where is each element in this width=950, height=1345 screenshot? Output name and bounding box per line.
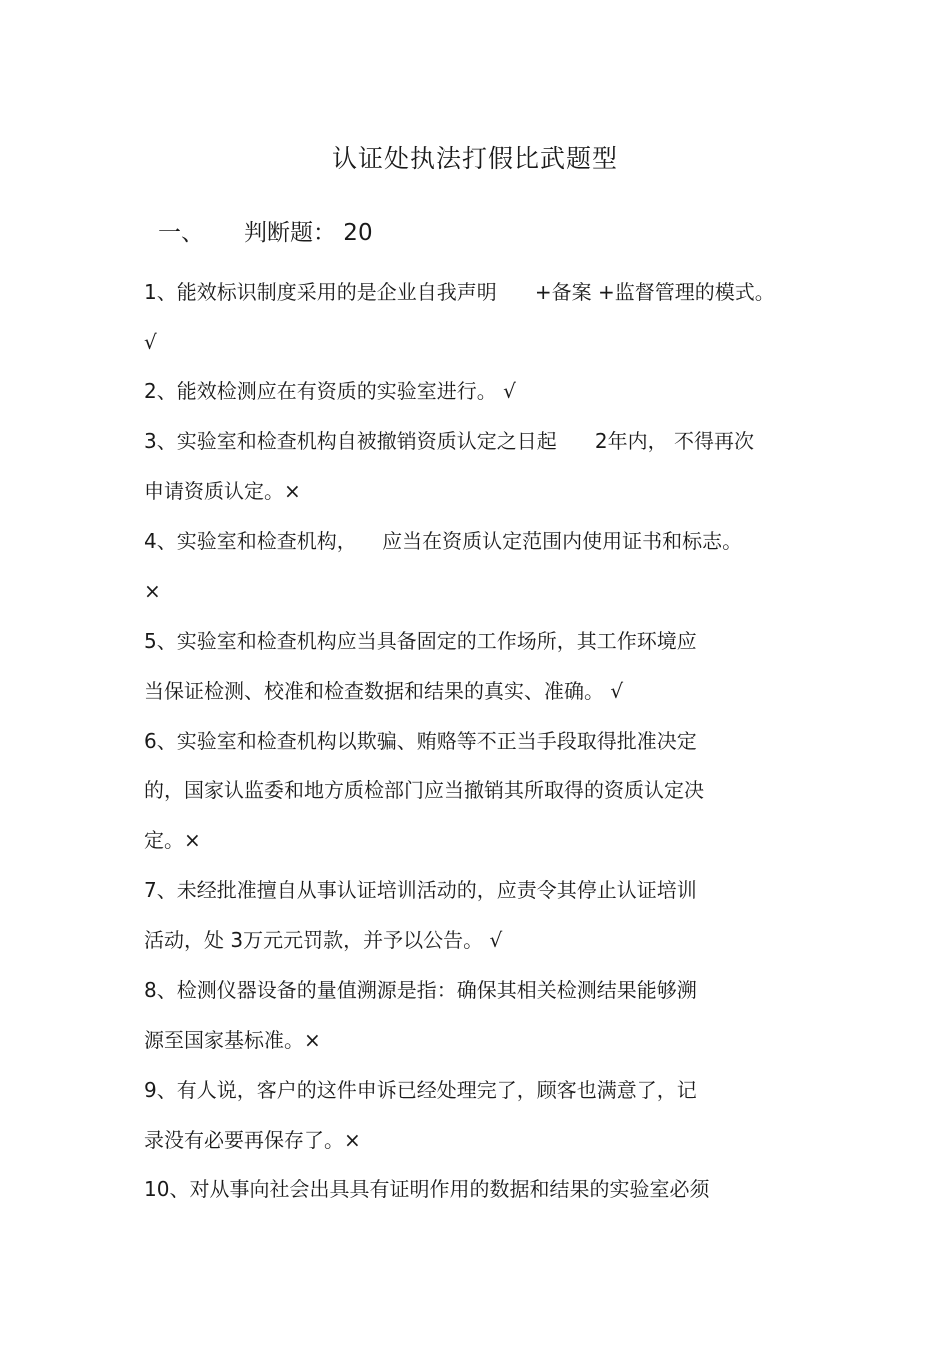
section-label: 判断题： 20 <box>244 220 373 246</box>
question-line: 7、未经批准擅自从事认证培训活动的，应责令其停止认证培训 <box>144 878 697 902</box>
question-line: 2、能效检测应在有资质的实验室进行。 √ <box>144 379 516 403</box>
section-heading <box>158 216 373 250</box>
question-line: 录没有必要再保存了。× <box>144 1128 361 1152</box>
question-line: × <box>144 579 161 603</box>
question-line: 9、有人说，客户的这件申诉已经处理完了，顾客也满意了，记 <box>144 1078 697 1102</box>
question-line: 8、检测仪器设备的量值溯源是指：确保其相关检测结果能够溯 <box>144 978 697 1002</box>
question-line: 当保证检测、校准和检查数据和结果的真实、准确。 √ <box>144 679 624 703</box>
question-line: 6、实验室和检查机构以欺骗、贿赂等不正当手段取得批准决定 <box>144 729 697 753</box>
question-line: 5、实验室和检查机构应当具备固定的工作场所，其工作环境应 <box>144 629 697 653</box>
document-title: 认证处执法打假比武题型 <box>331 144 618 173</box>
question-line: 1、能效标识制度采用的是企业自我声明 +备案 +监督管理的模式。 <box>144 280 775 304</box>
question-line: 3、实验室和检查机构自被撤销资质认定之日起 2年内， 不得再次 <box>144 429 754 453</box>
section-number: 一、 <box>158 220 204 246</box>
question-line: 10、对从事向社会出具具有证明作用的数据和结果的实验室必须 <box>144 1177 710 1201</box>
question-line: 定。× <box>144 828 201 852</box>
question-line: 活动，处 3万元元罚款，并予以公告。 √ <box>144 928 503 952</box>
question-line: √ <box>144 330 157 354</box>
question-line: 申请资质认定。× <box>144 479 301 503</box>
question-line: 4、实验室和检查机构， 应当在资质认定范围内使用证书和标志。 <box>144 529 743 553</box>
question-line: 的，国家认监委和地方质检部门应当撤销其所取得的资质认定决 <box>144 778 704 802</box>
question-line: 源至国家基标准。× <box>144 1028 321 1052</box>
